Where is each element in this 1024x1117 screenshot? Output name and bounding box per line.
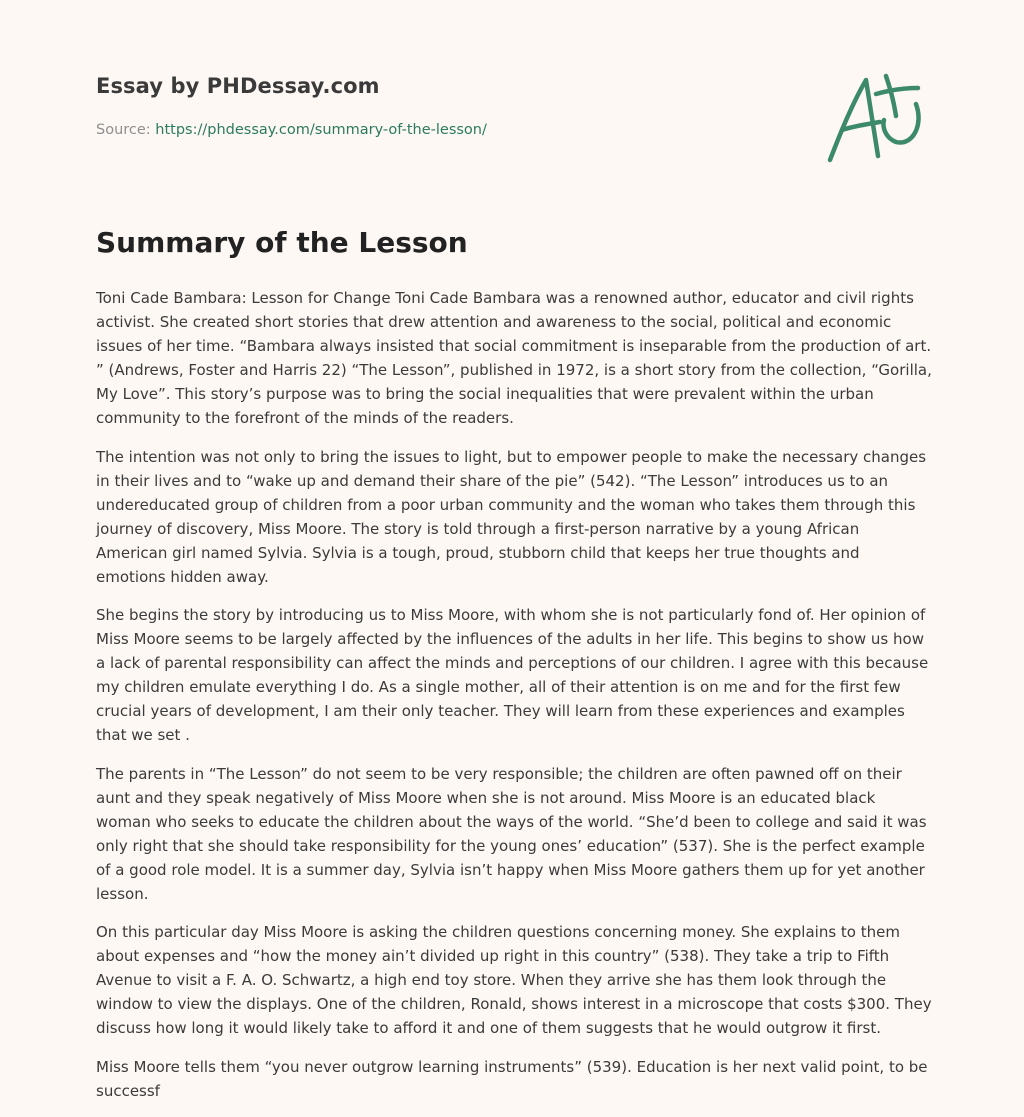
essay-paragraph: The intention was not only to bring the issues to light, but to empower people to make the necessary changes in their lives and to “wake up and demand their share of the pie” (542). “The Lesson” introduces us to an undereducated group of children from a poor urban community and the woman who takes them through this journey of discovery, Miss Moore. The story is told through a first-person narrative by a young African American girl named Sylvia. Sylvia is a tough, proud, stubborn child that keeps her true thoughts and emotions hidden away. [96, 447, 927, 586]
essay-body [96, 286, 932, 1117]
source-line [96, 122, 796, 138]
source-label: Source: [96, 122, 156, 138]
essay-paragraph: Miss Moore tells them “you never outgrow learning instruments” (539). Education is her next valid point, to be successf [96, 1057, 928, 1100]
a-plus-logo-icon [820, 64, 930, 168]
site-brand: Essay by PHDessay.com [96, 74, 380, 98]
essay-paragraph: The parents in “The Lesson” do not seem to be very responsible; the children are often pawned off on their aunt and they speak negatively of Miss Moore when she is not around. Miss Moore is an educated black woman who seeks to educate the children about the ways of the world. “She’d been to college and said it was only right that she should take responsibility for the young ones’ education” (537). She is the perfect example of a good role model. It is a summer day, Sylvia isn’t happy when Miss Moore gathers them up for yet another lesson. [96, 764, 927, 903]
essay-paragraph: She begins the story by introducing us to Miss Moore, with whom she is not particularly fond of. Her opinion of Miss Moore seems to be largely affected by the influences of the adults in her life. This begins to show us how a lack of parental responsibility can affect the minds and perceptions of our children. I agree with this because my children emulate everything I do. As a single mother, all of their attention is on me and for the first few crucial years of development, I am their only teacher. They will learn from these experiences and examples that we set . [96, 606, 929, 744]
source-link[interactable]: https://phdessay.com/summary-of-the-lesson/ [155, 122, 487, 138]
essay-paragraph: On this particular day Miss Moore is asking the children questions concerning money. She explains to them about expenses and “how the money ain’t divided up right in this country” (538). They take a trip to Fifth Avenue to visit a F. A. O. Schwartz, a high end toy store. When they arrive she has them look through the window to view the displays. One of the children, Ronald, shows interest in a microscope that costs $300. They discuss how long it would likely take to afford it and one of them suggests that he would outgrow it first. [96, 923, 932, 1037]
essay-paragraph: Toni Cade Bambara: Lesson for Change Toni Cade Bambara was a renowned author, educator and civil rights activist. She created short stories that drew attention and awareness to the social, political and economic issues of her time. “Bambara always insisted that social commitment is inseparable from the production of art. ” (Andrews, Foster and Harris 22) “The Lesson”, published in 1972, is a short story from the collection, “Gorilla, My Love”. This story’s purpose was to bring the social inequalities that were prevalent within the urban community to the forefront of the minds of the readers. [96, 289, 932, 427]
page-header [96, 74, 796, 138]
essay-title: Summary of the Lesson [96, 226, 468, 259]
